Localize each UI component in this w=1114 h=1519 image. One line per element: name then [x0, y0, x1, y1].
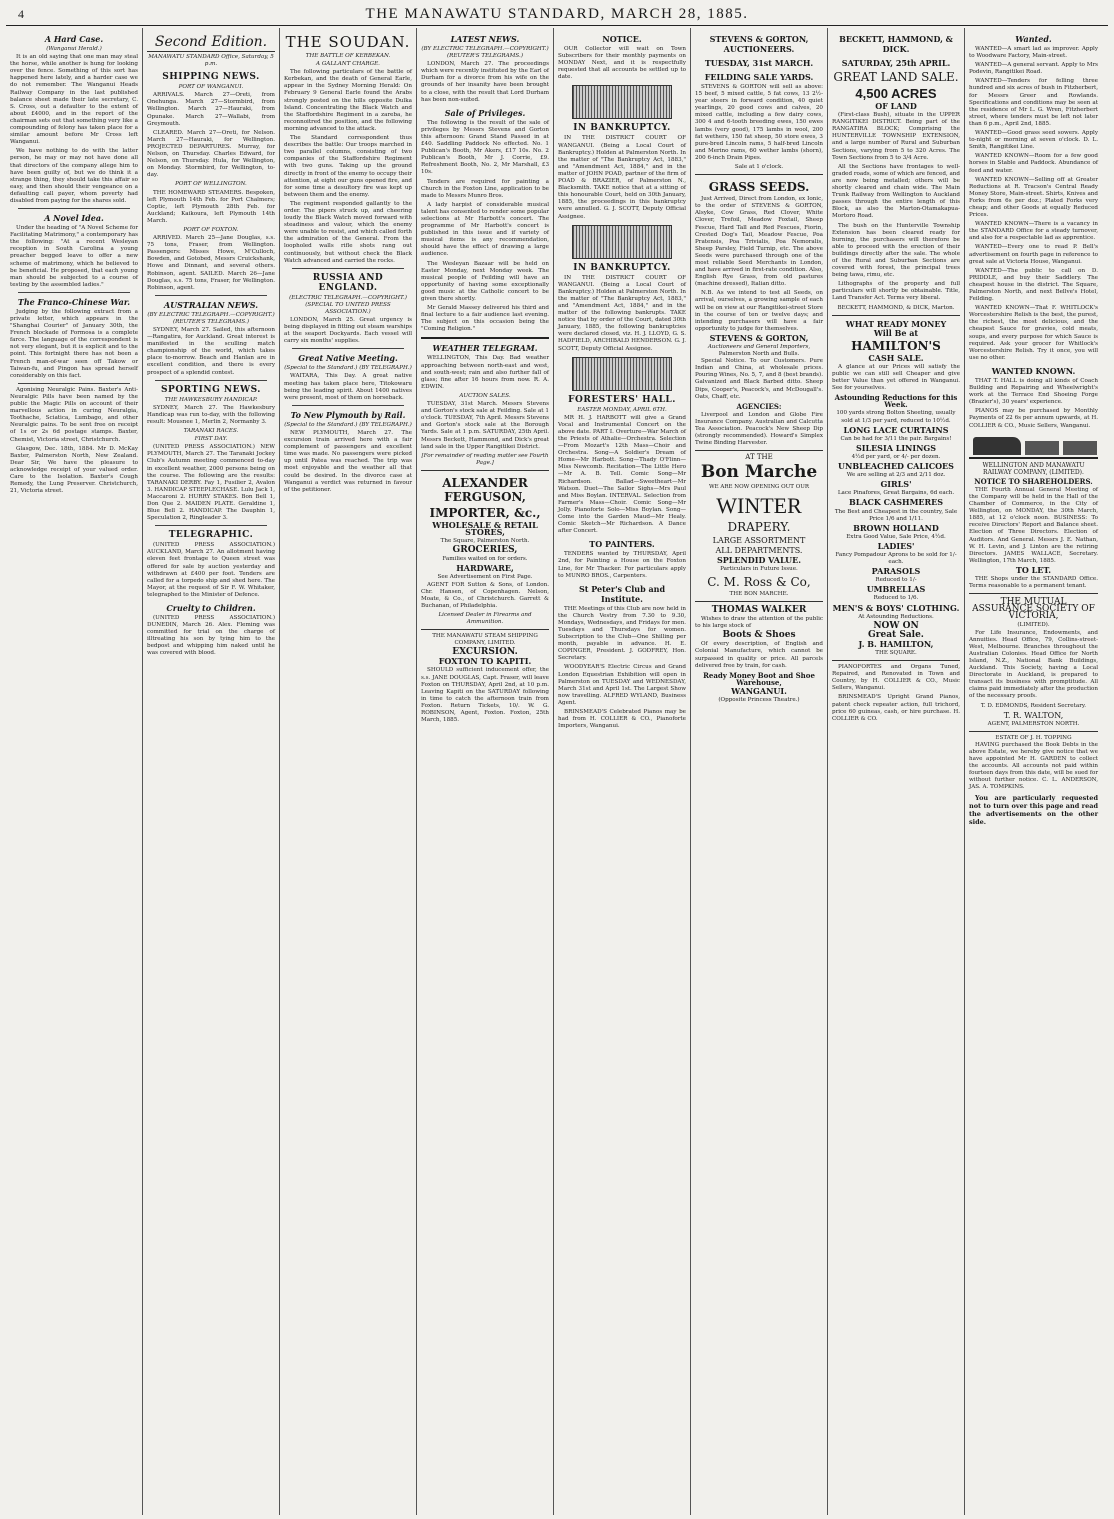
article-text: (UNITED PRESS ASSOCIATION.) DUNEDIN, March 26. Alex. Fleming was committed for trial on the charge of illtreating his son by tying him to the bedpost and whipping him naked until he was covered with blood. [147, 615, 275, 657]
article-text: WELLINGTON, This Day. Bad weather approaching between north-east and west, and south-west; rain and also further fall of glass; fine after 16 hours from now. R. A. EDWIN. [421, 355, 549, 390]
heading-sale-of-privileges: Sale of Privileges. [444, 107, 526, 118]
classified-ad: PIANOS may be purchased by Monthly Payments of 22 6s per annum upwards, at H. COLLIER & CO., Music Sellers, Wanganui. [969, 408, 1098, 429]
ad-text: WE ARE NOW OPENING OUT OUR [708, 484, 810, 491]
heading-telegraphic: TELEGRAPHIC. [168, 530, 254, 541]
source-line: (Special to the Standard.) (BY TELEGRAPH.) [284, 365, 412, 372]
heading-cruelty-to-children: Cruelty to Children. [166, 603, 256, 613]
heading-australian-news: AUSTRALIAN NEWS. [163, 299, 259, 310]
ad-text: Of every description, of English and Colonial Manufacture, which cannot be surpassed in quality or price. All parcels delivered free by train, for cash. [695, 641, 823, 669]
article-text: NEW PLYMOUTH, March 27. The excursion train arrived here with a fair complement of passengers and excellent time was made. No passengers were picked up until Patea was reached. The trip was most enjoyable and the weather all that could be desired. In the divorce case at Wanganui a verdict was returned in favour of the petitioner. [284, 429, 412, 493]
heading-the-soudan: THE SOUDAN. [285, 33, 411, 51]
heading-bankruptcy: IN BANKRUPTCY. [573, 262, 671, 273]
ad-heading: STEVENS & GORTON, [709, 332, 809, 343]
ad-heading: HARDWARE, [456, 563, 514, 574]
article-text: WAITARA, This Day. A great native meeting has taken place here, Titokowaru being the leading spirit. About 1400 natives were present, most of them on horseback. [284, 373, 412, 401]
ad-heading: MEN'S & BOYS' CLOTHING. [832, 602, 960, 613]
heading-shipping-news: SHIPPING NEWS. [162, 72, 260, 83]
notice-text: THE Meetings of this Club are now held in the Church Vestry from 7.30 to 9.30, Mondays, Wednesdays, and Fridays for men. Tuesdays and Thursdays for women. Subscription to the Club—One Shilling per month, payable in advance. H. E. COPINGER, President. J. GODFREY, Hon. Secretary. [558, 605, 686, 662]
ad-heading: ESTATE OF J. H. TOPPING [995, 734, 1072, 741]
ad-heading: HAMILTON'S [851, 338, 941, 353]
ad-heading: GREAT LAND SALE. [833, 70, 959, 84]
ad-text: Sale at 1 o'clock. [734, 164, 784, 171]
heading-hard-case: A Hard Case. [44, 34, 104, 44]
article-text: The regiment responded gallantly to the order. The pipers struck up, and cheering loudly the Black Watch moved forward with steadiness and valour, which the enemy were unable to resist, and which called forth the admiration of the General. From the loopholed walls rifle shots rang out continuously, but without check the Black Watch advanced and carried the rocks. [284, 200, 412, 264]
notice-text: OUR Collector will wait on Town Subscribers for their monthly payments on MONDAY Next, and it is respectfully requested that all accounts be settled up to date. [558, 46, 686, 81]
ad-heading: CASH SALE. [868, 352, 924, 363]
ad-text: AT THE [745, 453, 773, 462]
advertisement-text: Agonising Neuralgic Pains. Baxter's Anti-Neuralgic Pills have been named by the public the Magic Pills on account of their marvellous action in curing Neuralgia, Toothache, Sciatica, Lumbago, and other Neuralgic pains. To be sent free on receipt of 1s or 2s 6d postage stamps. Baxter, Chemist, Victoria street, Christchurch. [10, 386, 138, 443]
ad-text: LARGE ASSORTMENT [712, 535, 806, 545]
article-text: The following particulars of the battle of Kerbekan, and the death of General Earle, appear in the Sydney Morning Herald: On February 9 General Earle found the Arabs strongly posted on the hills opposite Dulka Island. Concentrating the Black Watch and the Staffordshire Regiment in a zareba, he reconnoitred the position, and the following morning advanced to the attack. [284, 69, 412, 132]
ad-text: A glance at our Prices will satisfy the public we can still sell Cheaper and give better Value than yet offered in Wanganui. See for yourselves. [832, 363, 960, 392]
article-text: ARRIVED. March 25—Jane Douglas, s.s. 75 tons, Fraser, from Wellington. Passengers: Misses Howe, M'Culloch, Bowden, and Gotobed, Messrs Cruickshank, Howe and Dinnant, and several others. Robinson, agent. SAILED. March 26—Jane Douglas, s.s. 75 tons, Fraser, for Wellington. Robinson, agent. [147, 235, 275, 291]
ad-text: Special Notice. To our Customers. Pure Indian and China, at wholesale prices. Pouring Wines, No. 5, 7, and 8 (best brands). Galvanized and Black Barbed ditto. Sheep Dips, Cooper's, Peacock's, and McDougall's. Oats, Chaff, etc. [695, 358, 823, 400]
columns [6, 28, 1108, 1515]
ad-text: Lithographs of the property and full particulars will shortly be obtainable. Title, Land Transfer Act. Terms very liberal. [832, 281, 960, 302]
article-text: We have nothing to do with the latter person, he may or may not have done all that directors of the company allege him to have been guilty of, but we do think it a strange thing, they should take this affair so easy, and then should their vengeance on a defaulting call payer, whom poverty had disabled from paying for the shares sold. [10, 148, 138, 204]
ad-text: At Astounding Reductions. [858, 613, 934, 620]
classified-ad: WANTED—A general servant. Apply to Mrs Podevin, Rangitikei Road. [969, 62, 1098, 76]
ad-heading: EXCURSION. [452, 647, 518, 658]
heading-second-edition: Second Edition. [147, 34, 275, 52]
ad-heading: TUESDAY, 31st MARCH. [704, 58, 814, 68]
ad-heading: SPLENDID VALUE. [716, 554, 802, 565]
column-6 [691, 28, 828, 1515]
newspaper-title: THE MANAWATU STANDARD, MARCH 28, 1885. [365, 6, 749, 22]
ad-text: The Square, Palmerston North. [440, 538, 530, 545]
subheading: EASTER MONDAY, APRIL 6TH. [577, 406, 667, 413]
ad-heading: Boots & Shoes [722, 630, 796, 641]
column-3 [280, 28, 417, 1515]
heading-notice: NOTICE. [602, 34, 642, 44]
classified-ad: WANTED—A smart lad as improver. Apply to Woodware Factory, Main-street. [969, 46, 1098, 60]
ad-heading: TO LET. [1015, 564, 1052, 575]
ad-text: BECKETT, HAMMOND, & DICK, Marton. [837, 304, 955, 311]
subheading: THE BATTLE OF KERBEKAN. [305, 53, 391, 59]
classified-ad: WANTED KNOWN—Selling off at Greater Reductions at R. Tracson's Central Ready Money Store, Main-street. Shirts, Knives and Forks from 6s per doz.; Plated Forks very cheap; and other Goods at equally Reduced Prices. [969, 176, 1098, 219]
source-line: (Wanganui Herald.) [46, 46, 102, 52]
ad-heading: Great Sale. [868, 629, 924, 640]
ad-heading: THOMAS WALKER [711, 604, 807, 615]
ad-text: Families waited on for orders. [442, 556, 528, 563]
notice-text: THE Shops under the STANDARD Office. Terms reasonable to a permanent tenant. [969, 576, 1098, 590]
source-line: (BY ELECTRIC TELEGRAPH.—COPYRIGHT.) (REUTER'S TELEGRAMS.) [421, 46, 549, 60]
heading-wanted: Wanted. [1015, 34, 1052, 44]
ad-text: Auctioneers and General Importers, [707, 344, 811, 350]
notice-text: HAVING purchased the Book Debts in the above Estate, we hereby give notice that we have appointed Mr H. GARDEN to collect the accounts. All accounts not paid within fourteen days from this date, will be sued for without further notice. C. L. ANDERSON, JAS. A. TOMPKINS. [969, 741, 1098, 791]
heading-franco-chinese-war: The Franco-Chinese War. [17, 296, 131, 307]
subheading: PORT OF WELLINGTON. [175, 181, 247, 188]
ad-heading: BECKETT, HAMMOND, & DICK. [839, 34, 953, 54]
ad-text: We are selling at 2/3 and 2/11 doz. [846, 472, 946, 479]
ad-heading: PARASOLS [871, 566, 921, 577]
ad-text: 100 yards strong Bolton Sheeting, usually sold at 1/3 per yard, reduced to 10½d. [836, 410, 956, 424]
article-text: It is an old saying that one man may steal the horse, while another is hung for looking over the fence. Something of this sort has happened here lately, and a harder case we do not remember. The Wanganui Heads Railway Company in the last published balance sheet made their late secretary, C. S. Cross, out a defaulter to the extent of about £4000, and in the report of the chairman sets out that something very like a compounding of felony has taken place for a similar amount before Mr Cross left Wanganui. [10, 54, 138, 146]
subheading: FIRST DAY. [194, 436, 228, 443]
ad-text: AGENT FOR Sutton & Sons, of London. Chr. Hansen, of Copenhagen. Nelson, Moate, & Co., of Christchurch. Garrett & Buchanan, of Philadelphia. [421, 581, 549, 609]
heading-to-painters: TO PAINTERS. [589, 539, 655, 550]
ad-heading: WANGANUI. [731, 685, 787, 696]
ad-text: THE MANAWATU STEAM SHIPPING COMPANY, LIMITED. [432, 633, 538, 647]
article-text: THE HOMEWARD STEAMERS. Bespoken, left Plymouth 14th Feb. for Port Chalmers; Coptic, left Plymouth 28th Feb. for Auckland; Kaikoura, left Plymouth 14th March. [147, 189, 275, 224]
ad-heading: J. B. HAMILTON, [858, 638, 934, 649]
subheading: AUCTION SALES. [459, 392, 511, 399]
article-text: ARRIVALS. March 27—Oreti, from Onehunga. March 27—Stormbird, from Wellington. March 27—Hauraki, from Opunake. March 27—Wallabi, from Greymouth. [147, 92, 275, 127]
page-number: 4 [18, 7, 24, 21]
heading-russia-and-england: RUSSIA AND ENGLAND. [312, 272, 384, 293]
article-text: The Standard correspondent thus describes the battle: Our troops marched in two parallel columns, consisting of two companies of the Staffordshire Regiment with two guns. Taking up the ground directly in front of the enemy to occupy their attention, at eight our guns opened fire, and for some time a desultory fire was kept up between them and the enemy. [284, 135, 412, 198]
ad-text: 4½d per yard, or 4/- per dozen. [851, 453, 941, 460]
ad-heading: ALEXANDER FERGUSON, [442, 475, 528, 504]
ad-heading: BLACK CASHMERES [848, 497, 944, 508]
advertisement-hamiltons [832, 315, 960, 657]
heading-new-plymouth-rail: To New Plymouth by Rail. [290, 409, 406, 420]
source-line: (BY ELECTRIC TELEGRAPH.—COPYRIGHT.) (REUTER'S TELEGRAMS.) [147, 311, 275, 325]
ad-heading: LONG LACE CURTAINS [843, 424, 949, 435]
article-text: The Wesleyan Bazaar will be held on Easter Monday, next Monday week. The musical people of Feilding will have an opportunity of having some exceptionally good music at the Catholic concert to be given there shortly. [421, 260, 549, 302]
foresters-emblem-engraving [572, 357, 672, 391]
coat-of-arms-engraving [572, 225, 672, 259]
ad-heading: WHOLESALE & RETAIL STORES, [432, 519, 538, 537]
article-text: (UNITED PRESS ASSOCIATION.) NEW PLYMOUTH, March 27. The Taranaki Jockey Club's Autumn meeting commenced to-day in excellent weather, 2000 persons being on the course. The following are the results: TARANAKI DERBY. Fay 1, Fusilier 2, Avalon 3. HANDICAP STEEPLECHASE. Lulu Jack 1, Maccaroni 2. HURRY STAKES. Bon Bell 1, Don Que 2. MAIDEN PLATE. Geraldine 1, Blue Bell 2. HANDICAP. The Dauphin 1, Speculation 2, Ringleader 3. [147, 444, 275, 522]
ad-heading: WELLINGTON AND MANAWATU RAILWAY COMPANY, (LIMITED). [982, 461, 1085, 476]
ad-heading: NOW ON [873, 620, 919, 631]
subheading: THE HAWKESBURY HANDICAP. [164, 396, 258, 403]
ad-heading: Bon Marche [700, 462, 818, 483]
ad-heading: Ready Money Boot and Shoe Warehouse, [703, 670, 815, 687]
ad-text: THE SQUARE. [875, 650, 917, 656]
coat-of-arms-engraving [572, 85, 672, 119]
ad-text: Palmerston North and Bulls. [718, 351, 800, 358]
ad-text: Wishes to draw the attention of the public to his large stock of [695, 616, 823, 630]
column-8 [965, 28, 1102, 1515]
ad-heading: FOXTON TO KAPITI. [438, 656, 532, 667]
closing-notice: You are particularly requested not to turn over this page and read the advertisements on the other side. [969, 793, 1098, 826]
ad-heading: NOTICE TO SHAREHOLDERS. [974, 476, 1093, 486]
masthead [6, 4, 1108, 26]
ad-heading: LADIES' [877, 540, 915, 551]
ad-heading: UMBRELLAS [866, 584, 926, 595]
ad-heading: GROCERIES, [452, 545, 518, 556]
ad-text: Reduced to 1/6. [873, 595, 919, 602]
article-text: SYDNEY, March 27. The Hawkesbury Handicap was run to-day, with the following result: Mousnee 1, Merlin 2, Normanby 3. [147, 404, 275, 425]
locomotive-engraving [969, 433, 1098, 459]
ad-text: For Life Insurance, Endowments, and Annuities. Head Office, 79, Collins-street-West, Melbourne. Branches throughout the Australian Colonies. Head Office for North Island, N.Z., National Bank Buildings, Auckland. This Society, having a Local Directorate in Auckland, is prepared to transact its business with promptitude. All claims paid immediately after the production of the necessary proofs. [969, 629, 1098, 700]
notice-text: WOODYEAR'S Electric Circus and Grand London Equestrian Exhibition will open in Palmerston on TUESDAY and WEDNESDAY, March 31st and April 1st. The Largest Show now travelling. ALFRED WYLAND, Business Agent. [558, 664, 686, 706]
column-1 [6, 28, 143, 1515]
ad-text: SHOULD sufficient inducement offer, the s.s. JANE DOUGLAS, Capt. Fraser, will leave Foxton on THURSDAY, April 2nd, at 10 p.m. Leaving Kapiti on the SATURDAY following in time to catch the afternoon train from Foxton. Return Tickets, 10/. W. G. ROBINSON, Agent, Foxton. Foxton, 25th March, 1885. [421, 667, 549, 724]
ad-heading: STEVENS & GORTON, AUCTIONEERS. [709, 34, 809, 54]
article-text: A lady harpist of considerable musical talent has consented to render some popular selections at Mr Harbott's concert. The programme of Mr Harbott's concert is published in this issue and if variety of musical items is any recommendation, should have the effect of drawing a large audience. [421, 201, 549, 258]
ad-text: Extra Good Value, Sale Price, 4½d. [846, 533, 946, 540]
article-text: LONDON, March 25. Great urgency is being displayed in fitting out steam warships at the seaport Dockyards. Each vessel will carry six months' supplies. [284, 317, 412, 345]
ad-text: (LIMITED). [1017, 622, 1050, 629]
ad-text: T. D. EDMONDS, Resident Secretary. [980, 702, 1087, 709]
article-text: The following is the result of the sale of privileges by Messrs Stevens and Gorton this afternoon: Grand Stand Passed in at £40. Saddling Paddock No effected. No. 1 Publican's Booth, Mr Akers, £17 10s. No. 2 Publican's Booth, Mr J. Corrie, £9. Refreshment Booth, No. 2, Mr Marshall, £3 10s. [421, 119, 549, 176]
ad-text: PIANOFORTES and Organs Tuned, Repaired, and Renovated in Town and Country, by H. COLLIER & CO., Music Sellers, Wanganui. [832, 664, 960, 692]
classified-ad: WANTED KNOWN—That F. WHITLOCK's Worcestershire Relish is the best, the purest, the richest, the most delicious, and the cheapest Sauce for gravies, cold meats, soups, and every purpose for which Sauce is required. Ask your grocer for Whitlock's Worcestershire Relish. Try it once, you will use no other. [969, 305, 1098, 361]
ad-text: THE BON MARCHE. [729, 590, 789, 597]
ad-text: Fancy Pompadour Aprons to be sold for 1/- each. [835, 551, 957, 566]
article-text: TUESDAY, 31st March. Messrs Stevens and Gorton's stock sale at Feilding. Sale at 1 o'clock. TUESDAY, 7th April. Messrs Stevens and Gorton's stock sale at the Borough Yards. Sale at 1 p.m. SATURDAY, 25th April. Messrs Beckett, Hammond, and Dick's great land sale in the Upper Rangitikei District. [421, 401, 549, 450]
ad-text: The bush on the Hunterville Township Extension has been cleared ready for burning, the purchasers will therefore be able to proceed with the erection of their buildings directly after the sale. The whole of the Rural and Suburban Sections are covered with forest, the principal trees being tawa, rimu, etc. [832, 222, 960, 279]
heading-wanted-known: WANTED KNOWN. [991, 365, 1076, 376]
ad-text: Particulars in Future Issue. [720, 565, 798, 572]
ad-text: N.B. As we intend to test all Seeds, on arrival, ourselves, a growing sample of each will be on view at our Rangitikei-street Store in the course of ten or twelve days; and intending purchasers will have a fair opportunity to judge for themselves. [695, 290, 823, 332]
heading-foresters-hall: FORESTERS' HALL. [568, 394, 676, 405]
classified-ad: WANTED—Every one to read P. Bell's advertisement on fourth page in reference to great sale at Victoria House, Wanganui. [969, 244, 1098, 265]
ad-heading: 4,500 ACRES [855, 86, 937, 101]
notice-text: MR H. J. HARBOTT will give a Grand Vocal and Instrumental Concert on the above date. PART I. Overture—War March of the Priests of Athalie—Orchestra. Selection—From Mozart's 12th Mass—Choir and Orchestra. Song—A Soldier's Dream of Home—Mr Harbott. Song—Thady O'Flinn—Miss Newcomb. Recitation—The Little Hero—Mr A. B. Tell. Comic Song—Mr Richardson. Ballad—Sweetheart—Mr Watson. Duet—The Sailor Sighs—Mrs Paul and Miss Boylan. INTERVAL. Selection from Farmer's Mass—Choir. Comic Song—Mr Jolly. Pianoforte Solo—Miss Boylan. Song—Come into the Garden Maud—Mr Healy. Comic Sketch—Mr Richardson. A Dance after Concert. [558, 414, 686, 535]
article-text: SYDNEY, March 27. Sailed, this afternoon—Rangatira, for Auckland. Great interest is manifested in the sculling match championship of the world, which takes place to-morrow. Beach and Hanlan are in excellent condition, and there is every prospect of a splendid contest. [147, 327, 275, 376]
ad-heading: WHAT READY MONEY [845, 318, 947, 329]
advertisement-thomas-walker [695, 601, 823, 704]
advertisement-excursion [421, 629, 549, 724]
classified-ad: WANTED KNOWN—Room for a few good horses in Stable and Paddock. Abundance of feed and water. [969, 153, 1098, 174]
advertisement-text: Glasgow, Dec. 18th, 1884. Mr D. McKay Baxter, Palmerston North, New Zealand. Dear Sir, We have the pleasure to acknowledge receipt of your valued order. Care to the Isolation. Baxter's Cough Remedy, the Lung Preserver. Christchurch, 21, Victoria street. [10, 445, 138, 495]
note-line: [For remainder of reading matter see Fourth Page.] [421, 452, 549, 466]
advertisement-ferguson [421, 470, 549, 626]
edition-line: MANAWATU STANDARD Office, Saturday, 5 p.m. [148, 54, 274, 68]
column-4 [417, 28, 554, 1515]
ad-text: Lace Pinafores, Great Bargains, 6d each. [837, 490, 955, 497]
article-text: Judging by the following extract from a private letter, which appears in the "Shanghai Courier" of January 30th, the French blockade of Formosa is a complete farce. The language of the correspondent is not very elegant, but it is explicit and to the point. This fortnight there has not been a French man-of-war seen off Takow or Taiwan-fu, and Pingon has spread herself considerably on this fact. [10, 308, 138, 379]
ad-text: Can be had for 3/11 the pair. Bargains! [840, 435, 952, 442]
ad-heading: SILESIA LININGS [855, 442, 937, 453]
ad-heading: DRAPERY. [727, 519, 791, 534]
ad-heading: FEILDING SALE YARDS. [704, 72, 814, 82]
column-2 [143, 28, 280, 1515]
article-text: Under the heading of "A Novel Scheme for Facilitating Matrimony," a contemporary has the following: "At a recent Wesleyan reception in South Carolina a young preacher begged leave to offer a new scheme of matrimony, which he believed to be beneficial. He proposed, that each young man should be subjected to a course of testing by the assembled ladies." [10, 225, 138, 288]
ad-text: Just Arrived, Direct from London, ex Ionic, to the order of STEVENS & GORTON, Alsyke, Cow Grass, Red Clover, White Clover, Trefoil, Meadow Foxtail, Sheep Fescue, Hard Tall and Red Fescues, Fiorin, Crested Dog's Tail, Meadow Fescue, Poa Pratensis, Poa Trivialis, Poa Nemoralis, Sheep Parsley, Field Turnip, etc. The above Seeds were purchased through one of the most reliable Seed Merchants in London, and have arrived in first-rate condition. Also, English Rye Grass, from old pastures (machine dressed), Italian ditto. [695, 196, 823, 288]
ad-heading: Will Be at [873, 327, 919, 338]
notice-text: IN THE DISTRICT COURT OF WANGANUI. (Being a Local Court of Bankruptcy.) Holden at Palmerston North. In the matter of "The Bankruptcy Act, 1883," and "Amendment Act, 1884," and in the matter of JOHN POAD, partner of the firm of POAD & BRAZIER, of Palmerston N., Blacksmith. TAKE notice that at a sitting of this honourable Court, held on 30th January, 1885, the proceedings in this bankruptcy were annulled. G. J. SCOTT, Deputy Official Assignee. [558, 135, 686, 220]
ad-text: STEVENS & GORTON will sell as above: 15 beef, 5 mixed cattle, 5 fat cows, 13 2½-year steers in forward condition, 40 quiet yearlings, 20 good cows and calves, 20 mixed cattle, including a few dairy cows, 300 4 and 6-tooth breeding ewes, 150 ewes lambs (very good), 175 lambs in wool, 200 fat wethers, 150 fat sheep, 50 store ewes, 3 pure-bred Lincoln rams, 5 half-bred Lincoln and Merino rams, 60 wether lambs (shorn), 200 6-inch Drain Pipes. [695, 84, 823, 161]
notice-text: THE Fourth Annual General Meeting of the Company will be held in the Hall of the Chamber of Commerce, in the City of Wellington, on MONDAY, the 30th March, 1885, at 12 o'clock noon. BUSINESS: To receive Directors' Report and Balance sheet. Election of Three Directors. Election of Auditors. And General. Messrs J. E. Nathan, W. H. Levin, and J. Linton are the retiring Directors. JAMES WALLACE, Secretary. Wellington, 17th March, 1885. [969, 486, 1098, 564]
article-text: (UNITED PRESS ASSOCIATION.) AUCKLAND, March 27. An allotment having eleven feet frontage to Queen street was offered for sale by auction yesterday and withdrawn at £400 per foot. Tenders are called for a torpedo ship and shed here. The Mayor, at the request of Sir F. W. Whitaker, telegraphed to the Minister of Defence. [147, 542, 275, 598]
ad-text: Licensed Dealer in Firearms and Ammunition. [438, 611, 532, 625]
article-text: LONDON, March 27. The proceedings which were recently instituted by the Earl of Durham for a divorce from his wife on the grounds of her insanity have been brought to a close, with the result that Lord Durham has been non-suited. [421, 61, 549, 103]
column-7 [828, 28, 965, 1515]
heading-st-peters-club: St Peter's Club and Institute. [578, 583, 666, 604]
ad-heading: WINTER [716, 492, 802, 518]
ad-heading: OF LAND [875, 101, 917, 111]
ad-heading: UNBLEACHED CALICOES [838, 461, 954, 472]
ad-heading: AGENCIES: [736, 401, 782, 411]
column-5 [554, 28, 691, 1515]
ad-heading: T. R. WALTON, [1003, 710, 1064, 720]
heading-bankruptcy: IN BANKRUPTCY. [573, 123, 671, 134]
heading-weather-telegram: WEATHER TELEGRAM. [432, 343, 538, 354]
subheading: A GALLANT CHARGE. [316, 61, 380, 68]
ad-text: AGENT, PALMERSTON NORTH. [987, 720, 1080, 727]
classified-ad: THAT T. HALL is doing all kinds of Coach Building and Repairing and Wheelwright's work at the Terrace End Shoeing Forge (Brazier's), 30 years' experience. [969, 377, 1098, 406]
notice-text: IN THE DISTRICT COURT OF WANGANUI. (Being a Local Court of Bankruptcy.) Holden at Palmerston North. In the matter of "The Bankruptcy Act, 1883," and "Amendment Act, 1884," and in the matter of the following bankrupts. TAKE notice that by order of the Court, dated 30th January, 1885, the following bankruptcies were declared closed, viz. H. J. LLOYD, G. S. HADFIELD, ARCHIBALD HENDERSON. G. J. SCOTT, Deputy Official Assignee. [558, 274, 686, 352]
ad-heading: IMPORTER, &c., [429, 505, 541, 520]
ad-text: All the Sections have frontages to well-graded roads, some of which are fenced, and are now being metalled; others will be shortly cleared and chain wide. The Main Trunk Railway from Wellington to Auckland passes through the entire length of this Block, as also the Marton-Otamakapua-Mortoro Road. [832, 163, 960, 220]
article-text: CLEARED. March 27—Oreti, for Nelson. March 27—Hauraki, for Wellington. PROJECTED DEPARTURES. Murray, for Nelson, on Thursday. Charles Edward, for Nelson, on Thursday. Hula, for Wellington, on Monday. Stormbird, for Wellington, to-day. [147, 129, 275, 179]
notice-text: TENDERS wanted by THURSDAY, April 2nd, for Painting a House on the Foxton Line, for Mr Thacker. For particulars apply to MUNRO BROS., Carpenters. [558, 551, 686, 579]
subheading: PORT OF FOXTON. [183, 226, 239, 233]
article-text: Tenders are required for painting a Church in the Foxton Line, application to be made to Messrs Munro Bros. [421, 178, 549, 199]
subheading: PORT OF WANGANUI. [178, 84, 244, 91]
ad-heading: C. M. Ross & Co, [707, 574, 811, 589]
ad-text: Reduced to 1/- [875, 577, 917, 584]
ad-heading: GIRLS' [880, 479, 912, 490]
ad-text: BRINSMEAD'S Upright Grand Pianos, patent check repeater action, full trichord, price 60 guineas, cash, or hire purchase. H. COLLIER & CO. [832, 694, 960, 722]
heading-latest-news: LATEST NEWS. [450, 34, 520, 44]
ad-text: See Advertisement on First Page. [437, 574, 533, 581]
classified-ad: WANTED—Good grass seed sowers. Apply to-night or morning at seven o'clock. D. L. Smith, Rangitikei Line. [969, 130, 1098, 151]
ad-text: Liverpool and London and Globe Fire Insurance Company. Australian and Calcutta Tea Association. Peacock's New Sheep Dip (strongly recommended). Howard's Simplex Twine Binding Harvester. [695, 411, 823, 447]
ad-text: ALL DEPARTMENTS. [715, 545, 803, 555]
ad-heading: GRASS SEEDS. [708, 180, 810, 195]
source-line: (ELECTRIC TELEGRAPH.—COPYRIGHT.) (SPECIAL TO UNITED PRESS ASSOCIATION.) [289, 294, 407, 315]
ad-text: (Opposite Princess Theatre.) [718, 697, 800, 703]
notice-text: BRINSMEAD'S Celebrated Pianos may be had from H. COLLIER & CO., Pianoforte Importers, Wanganui. [558, 709, 686, 730]
ad-heading: SATURDAY, 25th APRIL. [841, 58, 951, 68]
classified-ad: WANTED KNOWN—There is a vacancy in the STANDARD Office for a steady turnover, and also for a respectable lad as apprentice. [969, 221, 1098, 242]
source-line: (Special to the Standard.) (BY TELEGRAPH.) [284, 421, 412, 428]
ad-heading: THE MUTUAL ASSURANCE SOCIETY OF VICTORIA, [972, 597, 1095, 622]
heading-sporting-news: SPORTING NEWS. [161, 384, 261, 395]
ad-heading: Astounding Reductions for this Week. [834, 393, 958, 410]
ad-text: The Best and Cheapest in the country, Sale Price 1/6 and 1/11. [834, 508, 958, 522]
ad-text: (First-class Bush), situate in the UPPER RANGITIKEI DISTRICT. Being part of the RANGATIRA BLOCK; Comprising the HUNTERVILLE TOWNSHIP EXTENSION, and a large number of Rural and Suburban Sections, varying from 5 to 320 Acres. The Town Sections from 5 to 3/4 Acre. [832, 112, 960, 161]
article-text: Mr Gerald Massey delivered his third and final lecture to a fair audience last evening. The subject on this occasion being the "Coming Religion." [421, 305, 549, 333]
heading-novel-idea: A Novel Idea. [44, 213, 104, 224]
ad-heading: BROWN HOLLAND [853, 522, 939, 533]
heading-great-native-meeting: Great Native Meeting. [298, 353, 398, 364]
classified-ad: WANTED—Tenders for felling three hundred and six acres of bush in Fitzherbert, for Messrs Greer and Rowlands. Specifications and conditions may be seen at the residence of Mr L. G. Wren, Fitzherbert street, where tenders must be left not later than 6 p.m., April 2nd, 1885. [969, 78, 1098, 127]
advertisement-bon-marche [695, 450, 823, 598]
subheading: TARANAKI RACES. [183, 428, 239, 435]
classified-ad: WANTED—The public to call on D. PRIDDLE, and buy their Saddlery. The cheapest house in the district. The Square, Palmerston North, and next Bellve's Hotel, Feilding. [969, 267, 1098, 303]
